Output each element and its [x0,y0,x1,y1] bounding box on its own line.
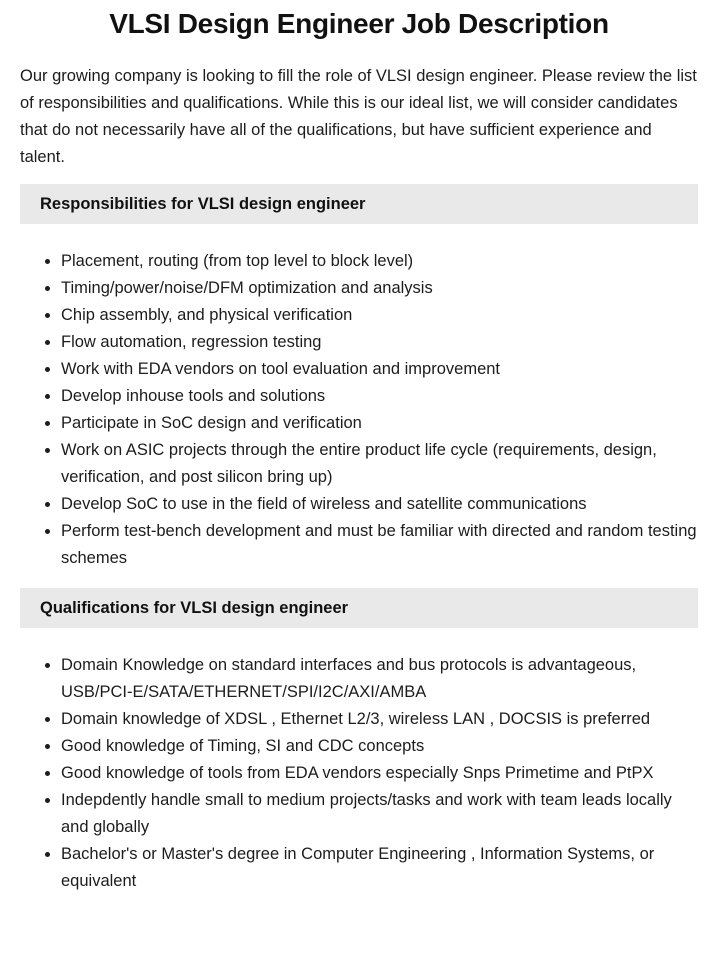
list-item: Develop SoC to use in the field of wireless and satellite communications [61,491,698,518]
intro-paragraph: Our growing company is looking to fill the role of VLSI design engineer. Please review the list of responsibilities and qualifications. While this is our ideal list, we will consider candidates that do not necessarily have all of the qualifications, but have sufficient experience and talent. [20,67,697,166]
list-item: Develop inhouse tools and solutions [61,383,698,410]
list-item: Perform test-bench development and must be familiar with directed and random testing schemes [61,518,698,572]
list-item: Chip assembly, and physical verification [61,302,698,329]
list-item: Good knowledge of Timing, SI and CDC concepts [61,733,698,760]
responsibilities-list [20,248,698,572]
list-item: Indepdently handle small to medium projects/tasks and work with team leads locally and globally [61,787,698,841]
list-item: Work on ASIC projects through the entire product life cycle (requirements, design, verification, and post silicon bring up) [61,437,698,491]
list-item: Domain Knowledge on standard interfaces and bus protocols is advantageous, USB/PCI-E/SATA/ETHERNET/SPI/I2C/AXI/AMBA [61,652,698,706]
list-item: Work with EDA vendors on tool evaluation and improvement [61,356,698,383]
page-title: VLSI Design Engineer Job Description [109,8,609,39]
list-item: Good knowledge of tools from EDA vendors especially Snps Primetime and PtPX [61,760,698,787]
qualifications-header-bar [20,588,698,628]
list-item: Bachelor's or Master's degree in Computer Engineering , Information Systems, or equivalent [61,841,698,895]
responsibilities-header-bar [20,184,698,224]
list-item: Timing/power/noise/DFM optimization and analysis [61,275,698,302]
list-item: Participate in SoC design and verification [61,410,698,437]
list-item: Flow automation, regression testing [61,329,698,356]
qualifications-list [20,652,698,895]
list-item: Placement, routing (from top level to block level) [61,248,698,275]
list-item: Domain knowledge of XDSL , Ethernet L2/3, wireless LAN , DOCSIS is preferred [61,706,698,733]
responsibilities-heading: Responsibilities for VLSI design engineer [40,195,366,213]
qualifications-heading: Qualifications for VLSI design engineer [40,599,349,617]
